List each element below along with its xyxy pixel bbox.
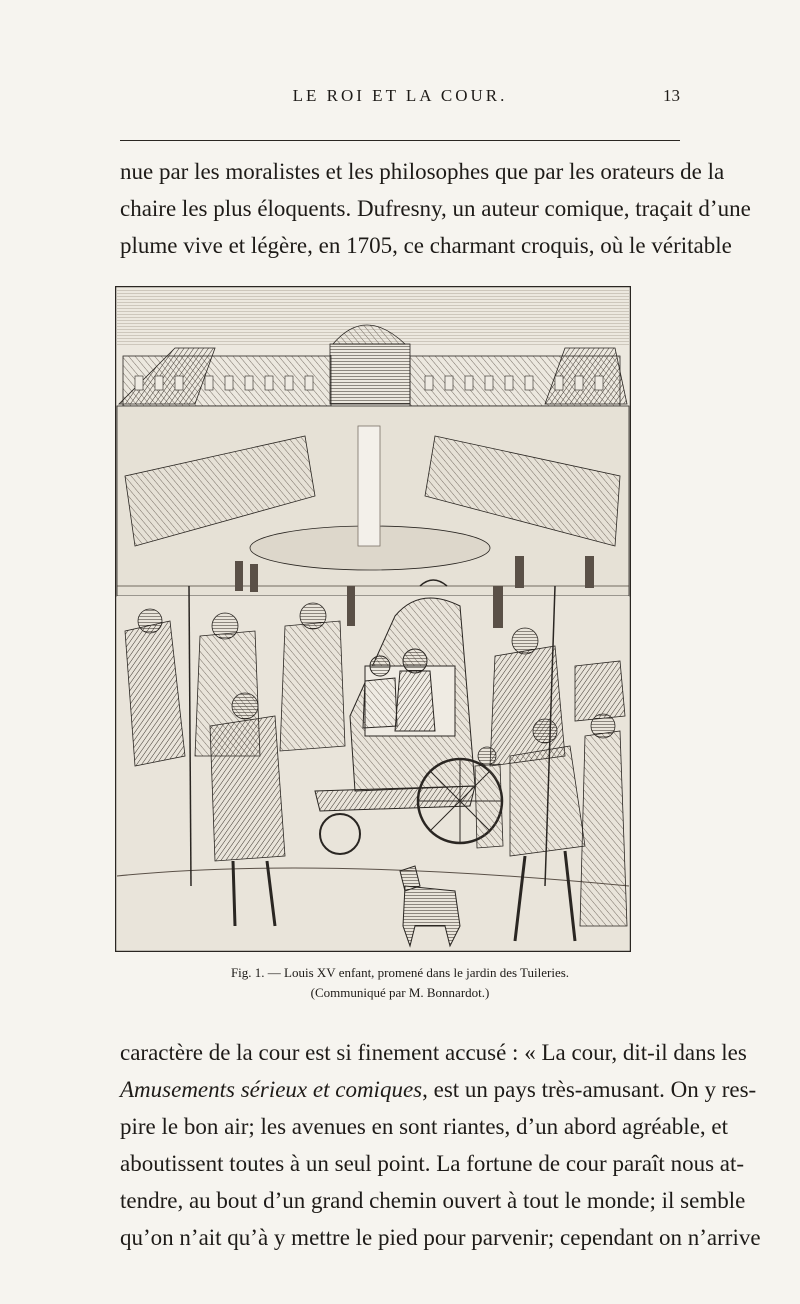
- text-line: plume vive et légère, en 1705, ce charmant croquis, où le véritable: [120, 233, 732, 258]
- text-line: qu’on n’ait qu’à y mettre le pied pour parvenir; cependant on n’arrive: [120, 1225, 761, 1250]
- paragraph-2: [120, 1034, 761, 1256]
- page-header: [120, 86, 680, 116]
- text-line: nue par les moralistes et les philosophes que par les orateurs de la: [120, 159, 725, 184]
- text-line: tendre, au bout d’un grand chemin ouvert à tout le monde; il semble: [120, 1188, 746, 1213]
- page-number: 13: [663, 86, 680, 105]
- text-line: [120, 1071, 757, 1108]
- text-fragment: , est un pays très-amusant. On y res-: [422, 1077, 757, 1102]
- garden-parterres: [117, 406, 629, 596]
- text-line: pire le bon air; les avenues en sont riantes, d’un abord agréable, et: [120, 1114, 728, 1139]
- running-head: LE ROI ET LA COUR.: [292, 86, 508, 105]
- figure-caption: [120, 963, 680, 1003]
- header-rule: [120, 140, 680, 141]
- caption-credit: (Communiqué par M. Bonnardot.): [310, 985, 490, 1000]
- text-line: chaire les plus éloquents. Dufresny, un auteur comique, traçait d’une: [120, 196, 751, 221]
- text-line: aboutissent toutes à un seul point. La fortune de cour paraît nous at-: [120, 1151, 745, 1176]
- paragraph-1: [120, 153, 751, 264]
- engraving-illustration: [115, 286, 631, 952]
- text-line: caractère de la cour est si finement accusé : « La cour, dit-il dans les: [120, 1040, 747, 1065]
- caption-line: Fig. 1. — Louis XV enfant, promené dans le jardin des Tuileries.: [230, 965, 570, 980]
- book-title: Amusements sérieux et comiques: [120, 1077, 423, 1102]
